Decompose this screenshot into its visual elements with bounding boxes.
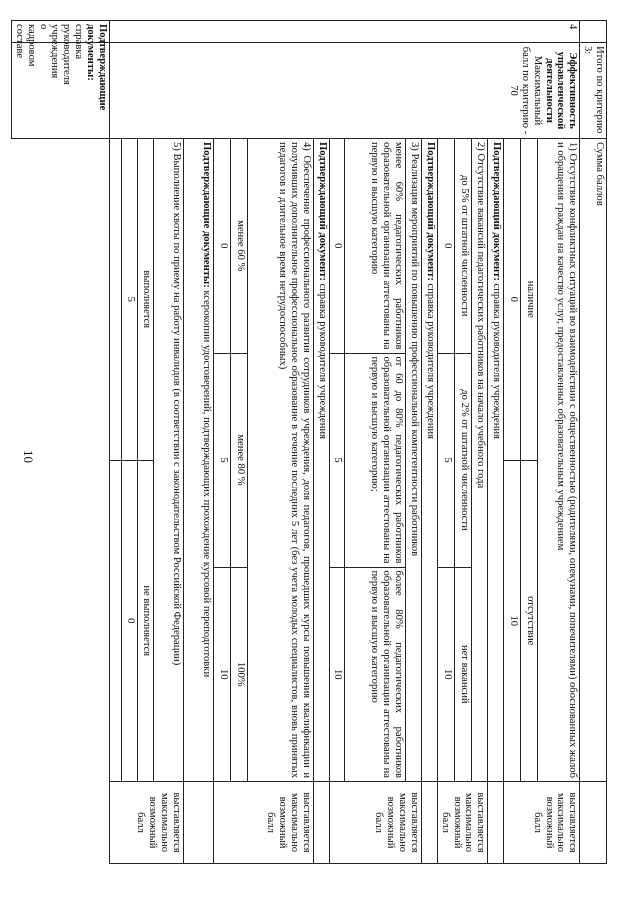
item2-grid-cell xyxy=(437,139,471,782)
item2-option: до 2% от штатной численности xyxy=(455,353,472,567)
item4-option: менее 60 % xyxy=(230,139,247,353)
item4-doc-note-cell xyxy=(183,782,213,864)
item5-blank xyxy=(110,460,122,781)
item4-score: 10 xyxy=(214,567,231,781)
item2-title: 2) Отсутствие вакансий педагогических работников на начало учебного года xyxy=(472,139,488,782)
item1-note: выставляется максимально возможный балл xyxy=(504,782,580,864)
item1-grid xyxy=(504,139,537,781)
item5-note: выставляется максимально возможный балл xyxy=(109,782,183,864)
item4-option: менее 80 % xyxy=(230,353,247,567)
total-row xyxy=(580,21,607,864)
criterion-max: Максимальный балл по критерию - 70 xyxy=(507,46,543,135)
item5-blank xyxy=(110,139,122,460)
item2-doc xyxy=(421,139,437,782)
item5-doc xyxy=(11,21,109,111)
item5-title-row xyxy=(153,21,183,864)
item2-doc-row xyxy=(421,21,437,864)
item2-grid xyxy=(438,139,471,781)
item1-doc-label: Подтверждающий документ: xyxy=(491,142,503,281)
item1-doc xyxy=(488,139,504,782)
item5-grid xyxy=(110,139,153,781)
criterion-title: Эффективность управленческой деятельности xyxy=(543,51,579,130)
item2-option: до 5% от штатной численности xyxy=(455,139,472,353)
item5-option: не выполняется xyxy=(138,460,153,781)
item5-title: 5) Выполнение квоты по приему на работу инвалидов (в соответствии с законодательством Российской Федерации) xyxy=(153,139,183,782)
item3-title: 3) Реализация мероприятий по повышению профессиональной компетентности работников xyxy=(405,139,421,782)
item3-score: 0 xyxy=(330,139,345,353)
item5-doc-row xyxy=(11,21,109,864)
item2-title-row xyxy=(472,21,488,864)
item3-doc-note-cell xyxy=(313,782,329,864)
item4-score: 5 xyxy=(214,353,231,567)
rotated-table-container xyxy=(13,20,607,864)
page-number: 10 xyxy=(21,450,36,463)
item3-option: от 60 до 80% педагогических работников образовательной организации аттестованы на первую и высшую категорию; xyxy=(345,353,405,567)
item2-note: выставляется максимально возможный балл xyxy=(437,782,487,864)
item4-grid xyxy=(214,139,247,781)
item3-option: менее 60% педагогических работников образовательной организации аттестованы на первую и высшую категорию xyxy=(345,139,405,353)
item3-doc-text: справка руководителя учреждения xyxy=(316,280,328,439)
item4-doc-text: ксерокопии удостоверений, подтверждающих прохождение курсовой переподготовки xyxy=(200,287,212,678)
item4-doc-row xyxy=(183,21,213,864)
criterion-number: 4 xyxy=(109,21,579,43)
item2-doc-text: справка руководителя учреждения xyxy=(424,280,436,439)
item1-doc-text: справка руководителя учреждения xyxy=(491,280,503,439)
item5-doc-text: справка руководителя учреждения о кадровом составе xyxy=(13,24,85,85)
item1-doc-note-cell xyxy=(488,782,504,864)
item5-score: 0 xyxy=(122,460,138,781)
item4-grid-row xyxy=(213,21,247,864)
item4-note: выставляется максимально возможный балл xyxy=(213,782,313,864)
item2-score: 0 xyxy=(438,139,455,353)
item2-doc-label: Подтверждающий документ: xyxy=(424,142,436,281)
criteria-table xyxy=(11,20,607,864)
item3-score: 10 xyxy=(330,567,345,781)
item3-doc-label: Подтверждающий документ: xyxy=(316,142,328,281)
item1-title-row xyxy=(538,21,580,864)
item3-grid-cell xyxy=(329,139,405,782)
item1-grid-row xyxy=(504,21,538,864)
item4-option: 100% xyxy=(230,567,247,781)
total-label: Итого по критерию 3: xyxy=(580,43,607,139)
item5-option: выполняется xyxy=(138,139,153,460)
item2-doc-note-cell xyxy=(421,782,437,864)
item1-score: 0 xyxy=(504,139,521,460)
item5-grid-cell xyxy=(109,139,153,782)
item4-score: 0 xyxy=(214,139,231,353)
item3-score: 5 xyxy=(330,353,345,567)
item3-grid xyxy=(330,139,405,781)
total-num-cell xyxy=(580,21,607,43)
item4-doc xyxy=(183,139,213,782)
item1-score: 10 xyxy=(504,460,521,781)
item3-grid-row xyxy=(329,21,405,864)
item2-score: 10 xyxy=(438,567,455,781)
item4-grid-cell xyxy=(213,139,247,782)
item2-score: 5 xyxy=(438,353,455,567)
item3-note: выставляется максимально возможный балл xyxy=(329,782,421,864)
item3-title-row xyxy=(405,21,421,864)
item5-grid-row xyxy=(109,21,153,864)
criterion-cell xyxy=(109,43,579,139)
item3-option: более 80% педагогических работников образовательной организации аттестованы на первую и высшую категорию xyxy=(345,567,405,781)
item1-doc-row xyxy=(488,21,504,864)
total-note-cell xyxy=(580,782,607,864)
item5-doc-label: Подтверждающие документы: xyxy=(84,24,108,111)
item4-doc-label: Подтверждающие документы: xyxy=(200,142,212,288)
item1-option: отсутствие xyxy=(521,460,538,781)
item2-option: нет вакансий xyxy=(455,567,472,781)
item4-title-row xyxy=(247,21,313,864)
item3-doc-row xyxy=(313,21,329,864)
item1-grid-cell xyxy=(504,139,538,782)
item4-title: 4) Обеспечение профессионального развития сотрудников учреждения, доля педагогов, прошедших курсы повышения квалификации и получивших дополнительное профессиональное образование в течение последних 5 лет (без учета молодых специалистов, вновь принятых педагогов и длительное время нетрудоспособных) xyxy=(247,139,313,782)
item5-score: 5 xyxy=(122,139,138,460)
item3-doc xyxy=(313,139,329,782)
item1-option: наличие xyxy=(521,139,538,460)
item1-title: 1) Отсутствие конфликтных ситуаций во взаимодействии с общественностью (родителями, опекунами, попечителями) обоснованных жалоб и обращения граждан на качество услуг, предоставленных образовательным учреждением xyxy=(538,139,580,782)
item2-grid-row xyxy=(437,21,471,864)
total-value: Сумма баллов xyxy=(580,139,607,782)
